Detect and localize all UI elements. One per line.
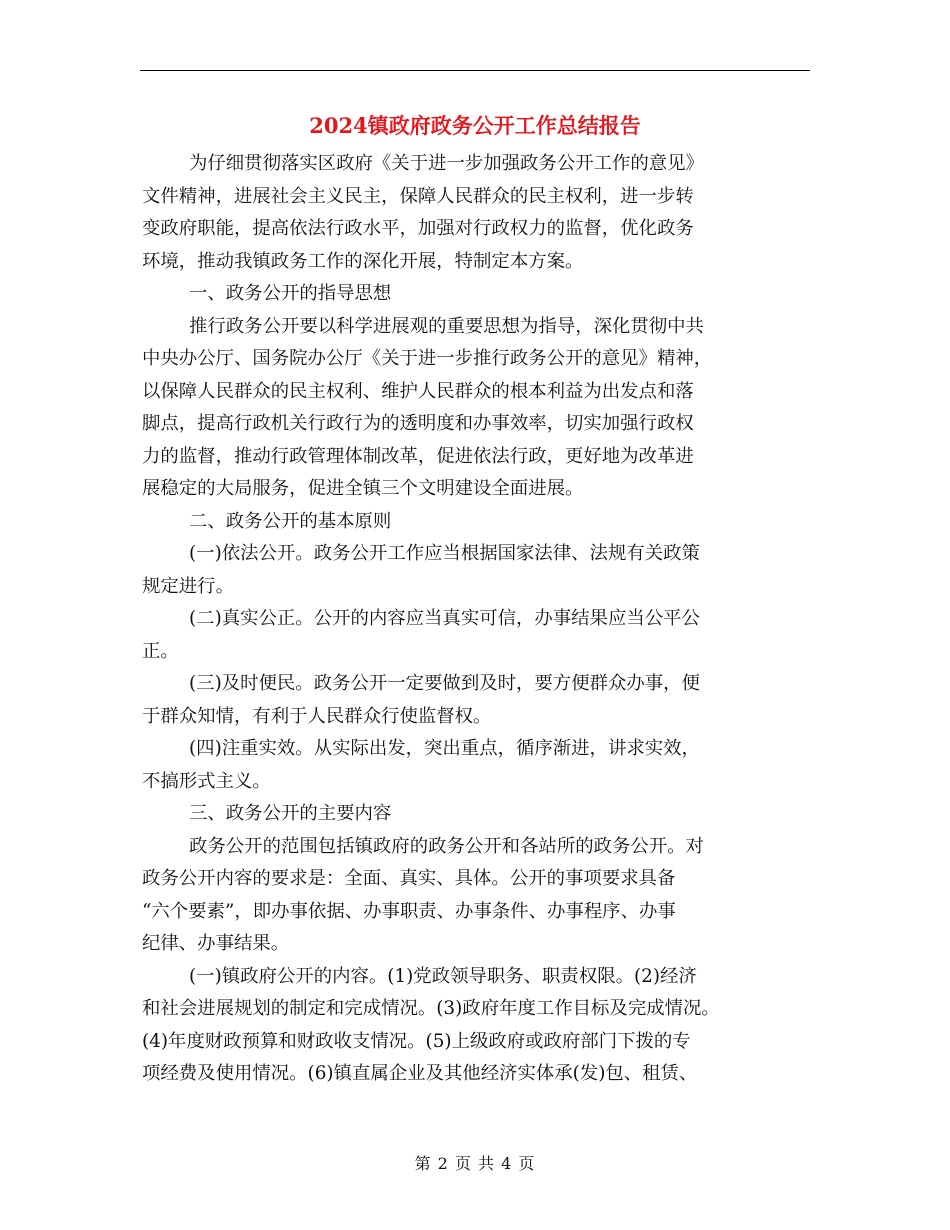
text-line: (一)镇政府公开的内容。(1)党政领导职务、职责权限。(2)经济 <box>189 965 697 987</box>
text-line: (四)注重实效。从实际出发，突出重点，循序渐进，讲求实效， <box>189 738 700 759</box>
text-line: 展稳定的大局服务，促进全镇三个文明建设全面进展。 <box>142 478 584 499</box>
text-line: (一)依法公开。政务公开工作应当根据国家法律、法规有关政策 <box>189 543 700 564</box>
text-line: 政务公开的范围包括镇政府的政务公开和各站所的政务公开。对 <box>189 835 704 857</box>
text-line: 二、政务公开的基本原则 <box>189 510 392 532</box>
text-line: “六个要素”，即办事依据、办事职责、办事条件、办事程序、办事 <box>142 900 676 922</box>
document-body <box>142 148 817 1091</box>
text-line: 正。 <box>142 640 179 662</box>
text-line: 脚点，提高行政机关行政行为的透明度和办事效率，切实加强行政权 <box>142 413 694 434</box>
text-line: 为仔细贯彻落实区政府《关于进一步加强政务公开工作的意见》 <box>189 153 704 174</box>
text-line: 于群众知情，有利于人民群众行使监督权。 <box>142 705 492 727</box>
header-rule <box>140 70 810 71</box>
text-line: 政务公开内容的要求是：全面、真实、具体。公开的事项要求具备 <box>142 868 676 889</box>
document-title: 2024镇政府政务公开工作总结报告 <box>309 113 641 138</box>
text-line: (4)年度财政预算和财政收支情况。(5)上级政府或政府部门下拨的专 <box>142 1030 691 1052</box>
text-line: 变政府职能，提高依法行政水平，加强对行政权力的监督，优化政务 <box>142 218 694 239</box>
text-line: 中央办公厅、国务院办公厅《关于进一步推行政务公开的意见》精神， <box>142 348 713 369</box>
text-line: (二)真实公正。公开的内容应当真实可信，办事结果应当公平公 <box>189 608 700 629</box>
text-line: 和社会进展规划的制定和完成情况。(3)政府年度工作目标及完成情况。 <box>142 998 720 1019</box>
text-line: 以保障人民群众的民主权利、维护人民群众的根本利益为出发点和落 <box>142 380 694 402</box>
text-line: 不搞形式主义。 <box>142 770 271 792</box>
text-line: 推行政务公开要以科学进展观的重要思想为指导，深化贯彻中共 <box>189 315 704 337</box>
text-line: 规定进行。 <box>142 575 234 597</box>
page-footer: 第 2 页 共 4 页 <box>414 1154 536 1173</box>
text-line: 纪律、办事结果。 <box>142 933 290 954</box>
text-line: 三、政务公开的主要内容 <box>189 803 392 824</box>
text-line: 环境，推动我镇政务工作的深化开展，特制定本方案。 <box>142 250 584 272</box>
text-line: 力的监督，推动行政管理体制改革，促进依法行政，更好地为改革进 <box>142 445 694 467</box>
text-line: 一、政务公开的指导思想 <box>189 283 392 304</box>
text-line: 项经费及使用情况。(6)镇直属企业及其他经济实体承(发)包、租赁、 <box>142 1063 698 1084</box>
text-line: 文件精神，进展社会主义民主，保障人民群众的民主权利，进一步转 <box>142 185 694 207</box>
text-line: (三)及时便民。政务公开一定要做到及时，要方便群众办事，便 <box>189 673 700 694</box>
